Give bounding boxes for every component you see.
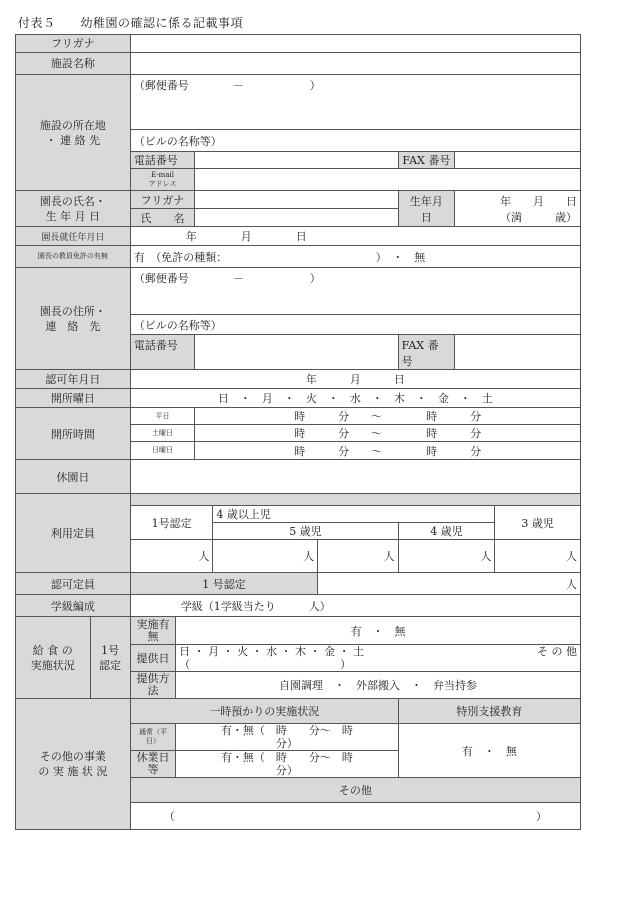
facility-form-table: [15, 34, 581, 830]
saturday-label: 土曜日: [130, 425, 194, 442]
director-phone-label: 電話番号: [130, 335, 194, 370]
email-field[interactable]: [195, 169, 581, 191]
capacity-4plus-field[interactable]: 人: [213, 540, 318, 573]
capacity-label: 利用定員: [16, 494, 131, 573]
director-building-field[interactable]: （ビルの名称等）: [130, 315, 580, 335]
phone-field[interactable]: [195, 152, 398, 169]
approved-capacity-field[interactable]: 人: [318, 573, 581, 595]
holiday-care-field[interactable]: 有・無（ 時 分～ 時 分）: [176, 751, 399, 778]
capacity-4plus-label: 4 歳以上児: [213, 506, 495, 523]
appointed-field[interactable]: 年 月 日: [130, 227, 580, 246]
special-support-field[interactable]: 有 ・ 無: [398, 724, 580, 778]
capacity-5-field[interactable]: 人: [318, 540, 399, 573]
sunday-hours-field[interactable]: 時 分 ～ 時 分: [195, 442, 581, 460]
meal-method-field[interactable]: 自園調理 ・ 外部搬入 ・ 弁当持参: [176, 672, 581, 699]
holiday-care-label: 休業日 等: [130, 751, 175, 778]
normal-day-label: 通常（平 日）: [130, 724, 175, 751]
capacity-4-field[interactable]: 人: [398, 540, 495, 573]
director-furigana-label: フリガナ: [130, 191, 194, 209]
open-hours-label: 開所時間: [16, 408, 131, 460]
facility-furigana-field[interactable]: [130, 35, 580, 53]
meal-label: 給 食 の 実施状況: [16, 617, 91, 699]
director-fax-label: FAX 番 号: [398, 335, 454, 370]
capacity-header-band: [130, 494, 580, 506]
normal-day-field[interactable]: 有・無（ 時 分～ 時 分）: [176, 724, 399, 751]
open-days-label: 開所曜日: [16, 389, 131, 408]
license-field[interactable]: 有 （免許の種類： ） ・ 無: [130, 246, 580, 268]
address-postal-field[interactable]: （郵便番号 － ）: [130, 75, 580, 130]
license-label: 園長の教員免許の有無: [16, 246, 131, 268]
address-label: 施設の所在地 ・ 連 絡 先: [16, 75, 131, 191]
class-field[interactable]: 学級（1学級当たり 人）: [130, 595, 580, 617]
other-label: その他の事業 の 実 施 状 況: [16, 699, 131, 830]
address-building-field[interactable]: （ビルの名称等）: [130, 130, 580, 152]
director-furigana-field[interactable]: [195, 191, 398, 209]
birth-label: 生年月 日: [398, 191, 454, 227]
director-fax-field[interactable]: [455, 335, 581, 370]
open-days-field[interactable]: 日 ・ 月 ・ 火 ・ 水 ・ 木 ・ 金 ・ 土: [130, 389, 580, 408]
other-section-label: その他: [130, 778, 580, 803]
capacity-3-label: 3 歳児: [495, 506, 581, 540]
capacity-5-label: 5 歳児: [213, 523, 398, 540]
facility-name-label: 施設名称: [16, 53, 131, 75]
director-phone-field[interactable]: [195, 335, 398, 370]
meal-impl-label: 実施有 無: [130, 617, 175, 645]
capacity-4-label: 4 歳児: [398, 523, 495, 540]
fax-label: FAX 番号: [398, 152, 454, 169]
meal-serve-field[interactable]: 日 ・ 月 ・ 火 ・ 水 ・ 木 ・ 金 ・ 土 そ の 他 （ ）: [176, 645, 581, 672]
holiday-label: 休園日: [16, 460, 131, 494]
sunday-label: 日曜日: [130, 442, 194, 460]
director-postal-field[interactable]: （郵便番号 － ）: [130, 268, 580, 315]
director-address-label: 園長の住所・ 連 絡 先: [16, 268, 131, 370]
meal-cert-label: 1号 認定: [90, 617, 130, 699]
approval-date-label: 認可年月日: [16, 370, 131, 389]
page-title: 付表５ 幼稚園の確認に係る記載事項: [18, 16, 244, 30]
email-label: E-mail アドレス: [130, 169, 194, 191]
holiday-field[interactable]: [130, 460, 580, 494]
capacity-cert1-label: 1号認定: [130, 506, 213, 540]
facility-name-field[interactable]: [130, 53, 580, 75]
other-field[interactable]: （ ）: [130, 803, 580, 830]
special-support-label: 特別支援教育: [398, 699, 580, 724]
appointed-label: 園長就任年月日: [16, 227, 131, 246]
fax-field[interactable]: [455, 152, 581, 169]
meal-method-label: 提供方 法: [130, 672, 175, 699]
phone-label: 電話番号: [130, 152, 194, 169]
birth-field[interactable]: 年 月 日 （満 歳）: [455, 191, 581, 227]
approved-capacity-label: 認可定員: [16, 573, 131, 595]
temp-care-label: 一時預かりの実施状況: [130, 699, 398, 724]
weekday-label: 平日: [130, 408, 194, 425]
furigana-label: フリガナ: [16, 35, 131, 53]
approval-date-field[interactable]: 年 月 日: [130, 370, 580, 389]
approved-cert-label: 1 号認定: [130, 573, 317, 595]
class-label: 学級編成: [16, 595, 131, 617]
meal-serve-label: 提供日: [130, 645, 175, 672]
capacity-3-field[interactable]: 人: [495, 540, 581, 573]
director-label: 園長の氏名・ 生 年 月 日: [16, 191, 131, 227]
meal-impl-field[interactable]: 有 ・ 無: [176, 617, 581, 645]
weekday-hours-field[interactable]: 時 分 ～ 時 分: [195, 408, 581, 425]
director-name-field[interactable]: [195, 209, 398, 227]
saturday-hours-field[interactable]: 時 分 ～ 時 分: [195, 425, 581, 442]
capacity-cert1-field[interactable]: 人: [130, 540, 213, 573]
director-name-label: 氏 名: [130, 209, 194, 227]
